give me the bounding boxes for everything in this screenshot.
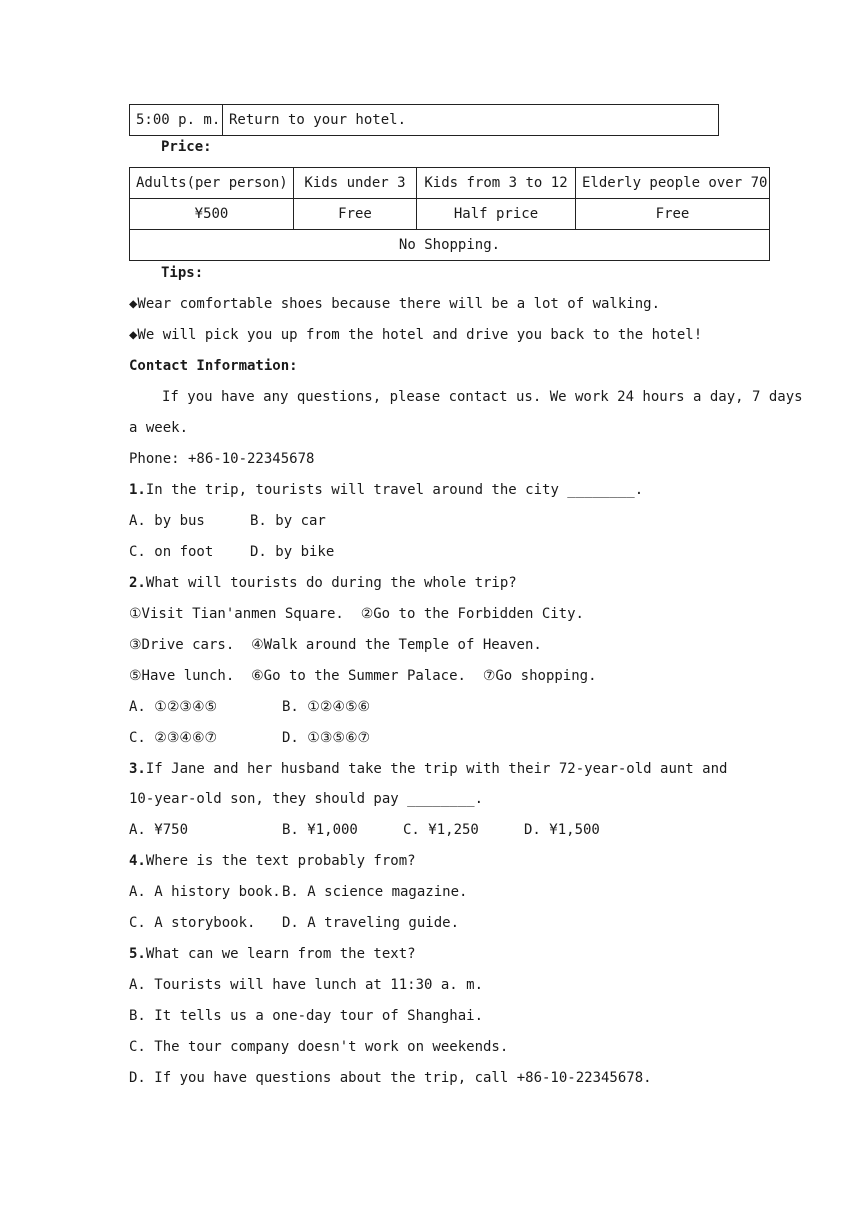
question-text: What will tourists do during the whole trip? <box>145 575 517 591</box>
question-number: 4. <box>129 853 146 869</box>
question-1 <box>129 480 643 500</box>
contact-text-line2: a week. <box>129 420 189 436</box>
option-b: B. ①②④⑤⑥ <box>282 699 371 715</box>
option-b: B. It tells us a one-day tour of Shanghai. <box>129 1008 484 1024</box>
price-note-row <box>130 230 770 261</box>
option-b: B. A science magazine. <box>282 884 468 900</box>
price-header-adults: Adults(per person) <box>130 168 294 199</box>
option-a: A. A history book. <box>129 884 281 900</box>
price-value-row <box>130 199 770 230</box>
option-d: D. ¥1,500 <box>524 822 600 838</box>
question-4 <box>129 851 416 871</box>
question-number: 3. <box>129 761 146 777</box>
statement-line: ①Visit Tian'anmen Square. ②Go to the Forbidden City. <box>129 606 584 622</box>
option-a: A. by bus <box>129 513 205 529</box>
option-c: C. ②③④⑥⑦ <box>129 730 218 746</box>
question-number: 2. <box>129 575 146 591</box>
option-d: D. ①③⑤⑥⑦ <box>282 730 371 746</box>
option-c: C. A storybook. <box>129 915 256 931</box>
option-c: C. The tour company doesn't work on weekends. <box>129 1039 509 1055</box>
price-note: No Shopping. <box>130 230 770 261</box>
price-heading: Price: <box>161 139 212 155</box>
price-value-elderly: Free <box>576 199 770 230</box>
question-number: 5. <box>129 946 146 962</box>
schedule-row <box>130 105 719 136</box>
option-c: C. ¥1,250 <box>403 822 479 838</box>
tip-item: ◆Wear comfortable shoes because there will be a lot of walking. <box>129 296 661 312</box>
option-b: B. ¥1,000 <box>282 822 358 838</box>
schedule-time: 5:00 p. m. <box>130 105 223 136</box>
statement-line: ⑤Have lunch. ⑥Go to the Summer Palace. ⑦Go shopping. <box>129 668 597 684</box>
contact-phone: Phone: +86-10-22345678 <box>129 451 315 467</box>
question-text-continued: 10-year-old son, they should pay ________. <box>129 791 484 807</box>
option-d: D. by bike <box>250 544 335 560</box>
question-2 <box>129 573 517 593</box>
option-b: B. by car <box>250 513 326 529</box>
schedule-activity: Return to your hotel. <box>223 105 719 136</box>
tip-item: ◆We will pick you up from the hotel and drive you back to the hotel! <box>129 327 703 343</box>
question-5 <box>129 944 416 964</box>
statement-line: ③Drive cars. ④Walk around the Temple of Heaven. <box>129 637 542 653</box>
option-a: A. ¥750 <box>129 822 189 838</box>
question-3 <box>129 759 727 779</box>
option-c: C. on foot <box>129 544 214 560</box>
option-d: D. A traveling guide. <box>282 915 460 931</box>
contact-text-line1: If you have any questions, please contact us. We work 24 hours a day, 7 days <box>162 389 803 405</box>
price-header-row <box>130 168 770 199</box>
price-value-kids-under-3: Free <box>294 199 417 230</box>
price-header-elderly: Elderly people over 70 <box>576 168 770 199</box>
contact-heading: Contact Information: <box>129 358 298 374</box>
question-text: In the trip, tourists will travel around the city ________. <box>145 482 644 498</box>
price-value-kids-3-12: Half price <box>417 199 576 230</box>
option-d: D. If you have questions about the trip, call +86-10-22345678. <box>129 1070 652 1086</box>
question-text: If Jane and her husband take the trip with their 72-year-old aunt and <box>145 761 728 777</box>
price-value-adults: ¥500 <box>130 199 294 230</box>
question-text: Where is the text probably from? <box>145 853 416 869</box>
price-table <box>129 167 770 261</box>
tips-heading: Tips: <box>161 265 204 281</box>
question-number: 1. <box>129 482 146 498</box>
option-a: A. Tourists will have lunch at 11:30 a. m. <box>129 977 484 993</box>
price-header-kids-under-3: Kids under 3 <box>294 168 417 199</box>
schedule-table <box>129 104 719 136</box>
option-a: A. ①②③④⑤ <box>129 699 218 715</box>
price-header-kids-3-12: Kids from 3 to 12 <box>417 168 576 199</box>
question-text: What can we learn from the text? <box>145 946 416 962</box>
